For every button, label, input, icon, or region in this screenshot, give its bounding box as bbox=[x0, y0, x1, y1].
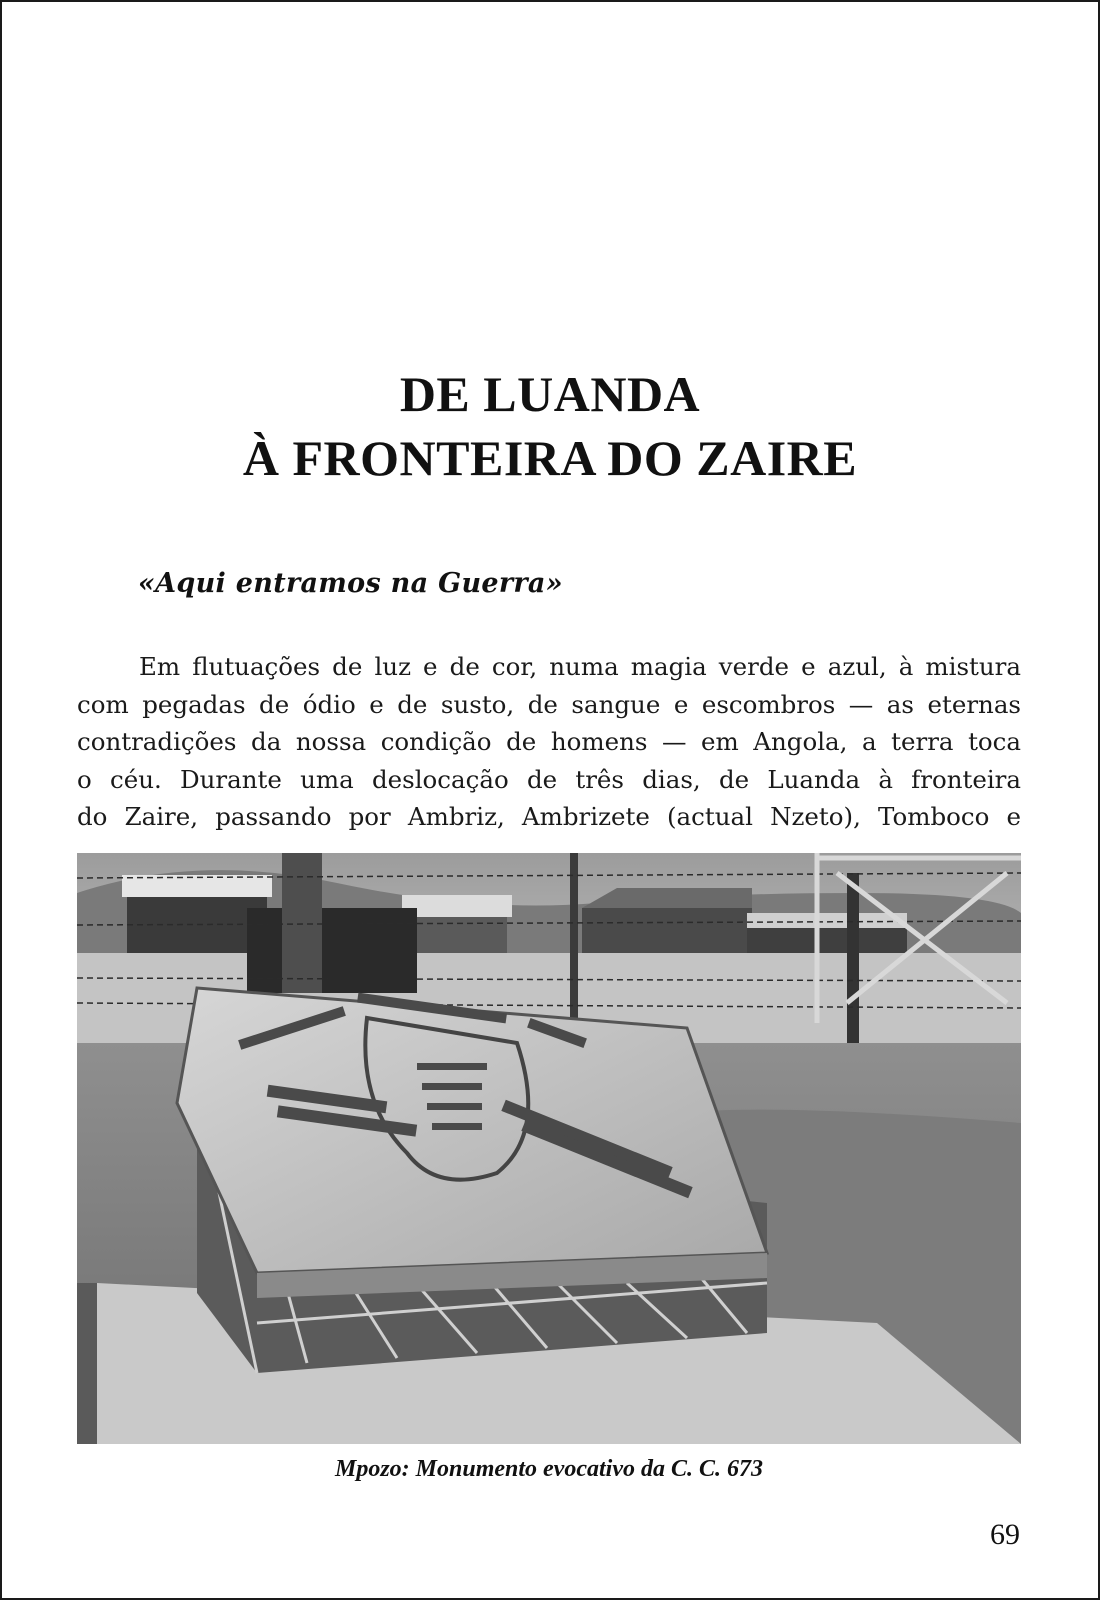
chapter-title-line-2: À FRONTEIRA DO ZAIRE bbox=[242, 430, 858, 486]
monument-photo bbox=[77, 853, 1021, 1444]
body-line-2: com pegadas de ódio e de susto, de sangue e escombros — as eternas bbox=[77, 689, 1021, 719]
body-line-3: contradições da nossa condição de homens — em Angola, a terra toca bbox=[77, 727, 1021, 756]
body-line-1: Em flutuações de luz e de cor, numa magia verde e azul, à mistura bbox=[139, 652, 1021, 681]
photo-caption: Mpozo: Monumento evocativo da C. C. 673 bbox=[334, 1456, 763, 1482]
chapter-title-line-1: DE LUANDA bbox=[399, 366, 701, 422]
chapter-title bbox=[80, 362, 1020, 490]
body-line-5: do Zaire, passando por Ambriz, Ambrizete (actual Nzeto), Tomboco e bbox=[77, 802, 1021, 831]
body-paragraph bbox=[77, 648, 1021, 836]
body-line-4: o céu. Durante uma deslocação de três dias, de Luanda à fronteira bbox=[77, 764, 1021, 794]
page-number: 69 bbox=[990, 1518, 1020, 1551]
monument-photo-illustration bbox=[77, 853, 1021, 1444]
section-heading: «Aqui entramos na Guerra» bbox=[138, 568, 563, 599]
